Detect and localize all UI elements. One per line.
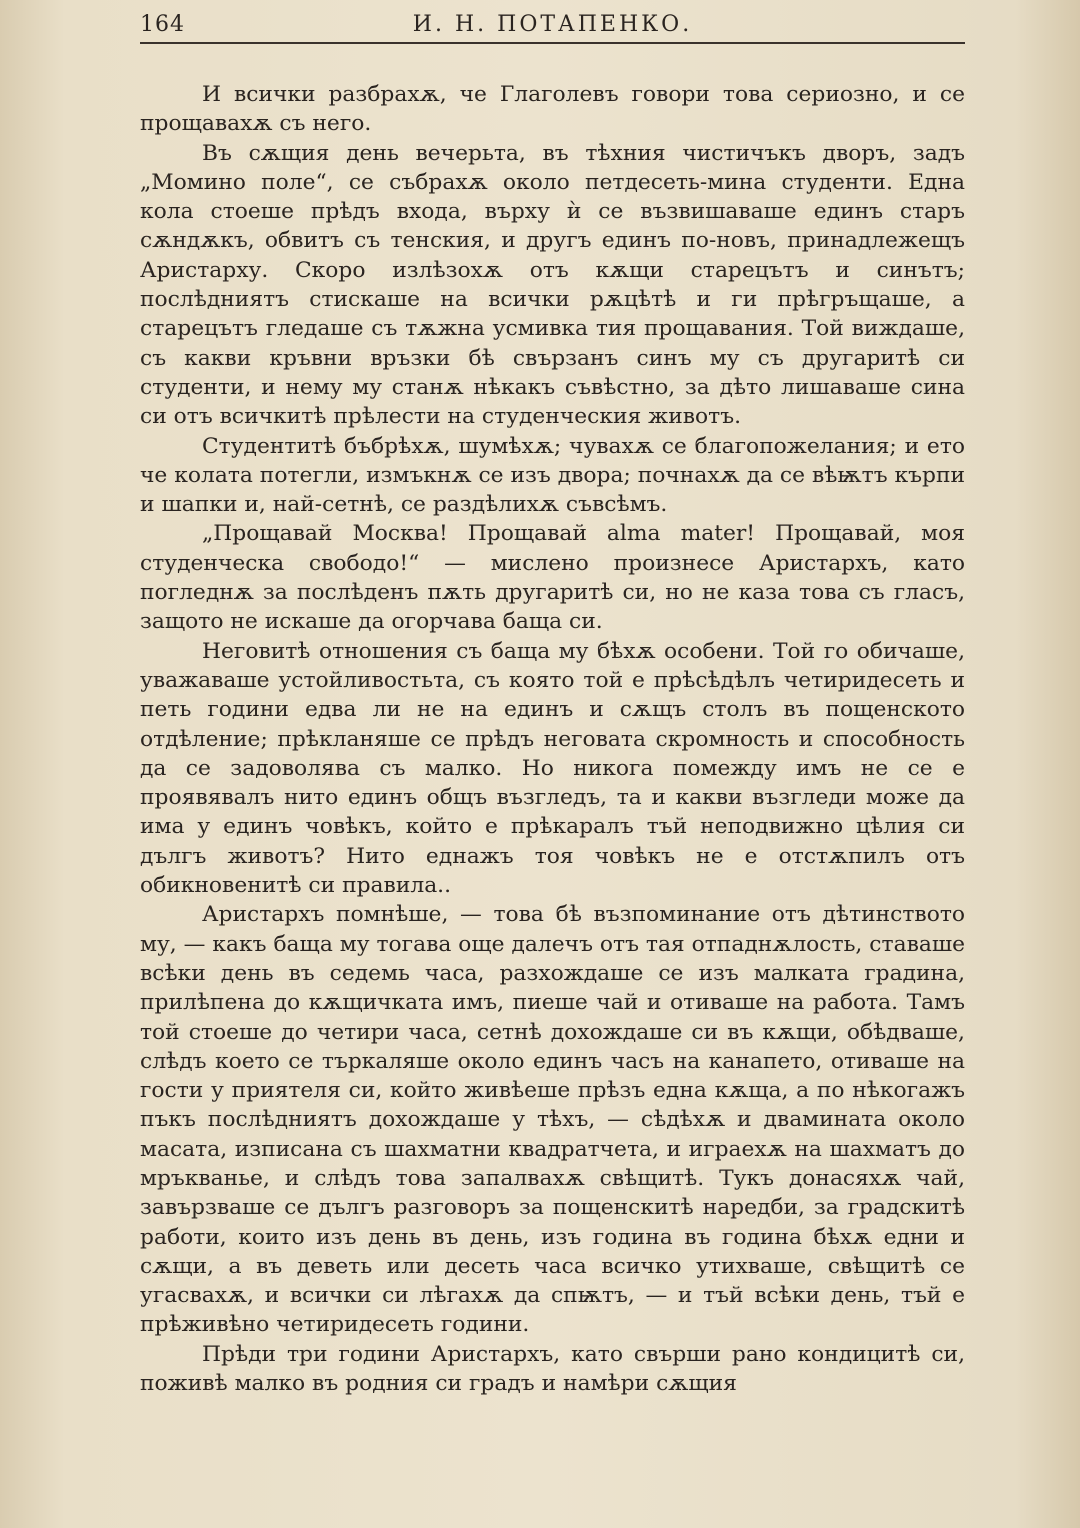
page-header [140, 6, 965, 44]
paragraph: Аристархъ помнѣше, — това бѣ възпоминание отъ дѣтинството му, — какъ баща му тогава още далечъ отъ тая отпаднѫлость, ставаше всѣки день въ седемь часа, разхождаше се изъ малката градина, прилѣпена до кѫщичката имъ, пиеше чай и отиваше на работа. Тамъ той стоеше до четири часа, сетнѣ дохождаше си въ кѫщи, обѣдваше, слѣдъ което се търкаляше около единъ часъ на канапето, отиваше на гости у приятеля си, който живѣеше прѣзъ една кѫща, а по нѣкогажъ пъкъ послѣдниятъ дохождаше у тѣхъ, — сѣдѣхѫ и двамината около масата, изписана съ шахматни квадратчета, и играехѫ на шахматъ до мръкванье, и слѣдъ това запалвахѫ свѣщитѣ. Тукъ донасяхѫ чай, завързваше се дългъ разговоръ за пощенскитѣ наредби, за градскитѣ работи, които изъ день въ день, изъ година въ година бѣхѫ едни и сѫщи, а въ деветь или десеть часа всичко утихваше, свѣщитѣ се угасвахѫ, и всички си лѣгахѫ да спѭтъ, — и тъй всѣки день, тъй е прѣживѣно четиридесеть години. [140, 902, 965, 1338]
page-number: 164 [140, 12, 185, 37]
paragraph: Неговитѣ отношения съ баща му бѣхѫ особени. Той го обичаше, уважаваше устойливостьта, съ която той е прѣсѣдѣлъ четиридесеть и петь години едва ли не на единъ и сѫщъ столъ въ пощенското отдѣление; прѣкланяше се прѣдъ неговата скромность и способность да се задоволява съ малко. Но никога помежду имъ не се е проявявалъ нито единъ общъ възгледъ, та и какви възгледи може да има у единъ човѣкъ, който е прѣкаралъ тъй неподвижно цѣлия си дългъ животъ? Нито еднажъ тоя човѣкъ не е отстѫпилъ отъ обикновенитѣ си правила.. [140, 638, 965, 899]
paragraph: „Прощавай Москва! Прощавай alma mater! Прощавай, моя студенческа свободо!“ — мислено произнесе Аристархъ, като погледнѫ за послѣденъ пѫть другаритѣ си, но не каза това съ гласъ, защото не искаше да огорчава баща си. [140, 521, 965, 635]
paragraph: Студентитѣ бъбрѣхѫ, шумѣхѫ; чувахѫ се благопожелания; и ето че колата потегли, измъкнѫ се изъ двора; почнахѫ да се вѣѭтъ кърпи и шапки и, най-сетнѣ, се раздѣлихѫ съвсѣмъ. [140, 433, 965, 518]
body-text [140, 80, 965, 1398]
paragraph: Прѣди три години Аристархъ, като свърши рано кондицитѣ си, поживѣ малко въ родния си градъ и намѣри сѫщия [140, 1341, 965, 1397]
running-head: И. Н. ПОТАПЕНКО. [412, 12, 693, 37]
paragraph: И всички разбрахѫ, че Глаголевъ говори това сериозно, и се прощавахѫ съ него. [140, 82, 965, 137]
paragraph: Въ сѫщия день вечерьта, въ тѣхния чистичъкъ дворъ, задъ „Момино поле“, се събрахѫ около петдесеть-мина студенти. Една кола стоеше прѣдъ входа, върху ѝ се възвишаваше единъ старъ сѫндѫкъ, обвитъ съ тенския, и другъ единъ по-новъ, принадлежещъ Аристарху. Скоро излѣзохѫ отъ кѫщи старецътъ и синътъ; послѣдниятъ стискаше на всички рѫцѣтѣ и ги прѣгръщаше, а старецътъ гледаше съ тѫжна усмивка тия прощавания. Той виждаше, съ какви кръвни връзки бѣ свързанъ синъ му съ другаритѣ си студенти, и нему му станѫ нѣкакъ съвѣстно, за дѣто лишаваше сина си отъ всичкитѣ прѣлести на студенческия животъ. [140, 140, 965, 430]
